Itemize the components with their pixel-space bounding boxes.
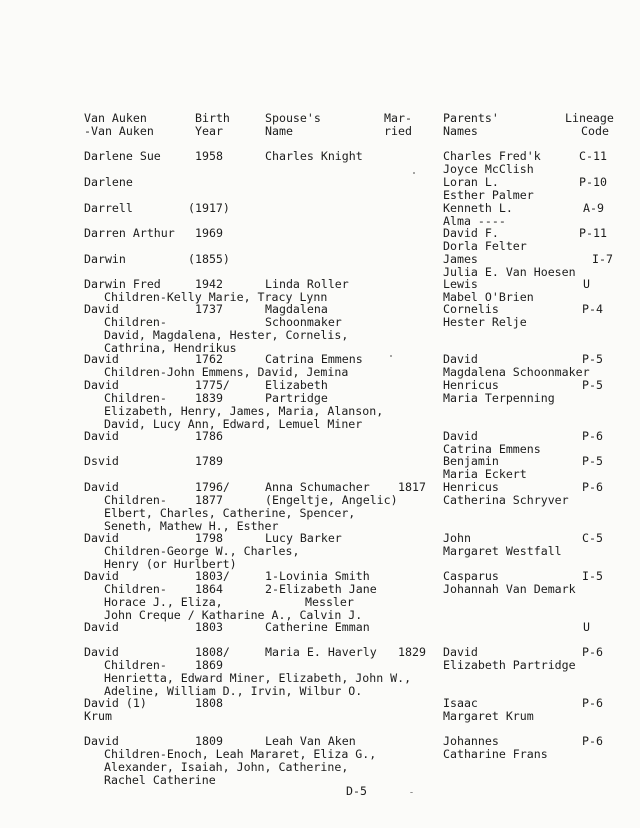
page-number: D-5	[346, 784, 367, 798]
entry-parent-mother: Esther Palmer	[443, 188, 534, 202]
header-married: Mar- ried	[384, 111, 412, 138]
entry-parent-mother: Margaret Westfall	[443, 544, 562, 558]
entry-spouse: Leah Van Aken	[265, 734, 356, 748]
entry-children: Henry (or Hurlbert)	[104, 557, 237, 571]
entry-children-label: Children-	[104, 658, 167, 672]
entry-parent-mother: Hester Relje	[443, 315, 527, 329]
entry-year: (1855)	[188, 252, 230, 266]
entry-parent-mother: Catherina Schryver	[443, 493, 569, 507]
entry-parent-mother: Alma ----	[443, 214, 506, 228]
entry-name: Darrell	[84, 201, 133, 215]
entry-name: Darlene	[84, 175, 133, 189]
entry-children: Horace J., Eliza,	[104, 595, 223, 609]
entry-parent-mother: Elizabeth Partridge	[443, 658, 576, 672]
entry-year: 1809	[195, 734, 223, 748]
entry-parent-father: Johannes	[443, 734, 499, 748]
entry-parent-father: Henricus	[443, 480, 499, 494]
entry-parent-father: Loran L.	[443, 175, 499, 189]
entry-death-year: 1864	[195, 582, 223, 596]
entry-parent-father: David	[443, 352, 478, 366]
entry-year: 1786	[195, 429, 223, 443]
entry-parent-mother: Magdalena Schoonmaker	[443, 365, 590, 379]
entry-year: 1808/	[195, 645, 230, 659]
entry-spouse: Maria E. Haverly	[265, 645, 377, 659]
scan-speck	[410, 792, 413, 793]
entry-parent-mother: Dorla Felter	[443, 239, 527, 253]
entry-name: Darwin	[84, 252, 126, 266]
entry-year: 1958	[195, 149, 223, 163]
entry-children: Children-John Emmens, David, Jemina	[104, 365, 349, 379]
entry-parent-father: Charles Fred'k	[443, 149, 541, 163]
entry-death-year: 1839	[195, 391, 223, 405]
entry-parent-mother: Joyce McClish	[443, 162, 534, 176]
entry-code: U	[583, 277, 590, 291]
entry-parent-father: Casparus	[443, 569, 499, 583]
entry-children: Elbert, Charles, Catherine, Spencer,	[104, 506, 356, 520]
entry-code: P-4	[582, 302, 603, 316]
entry-parent-father: Henricus	[443, 378, 499, 392]
entry-code: P-6	[582, 696, 603, 710]
entry-name: David	[84, 429, 119, 443]
entry-children: Children-Enoch, Leah Mararet, Eliza G.,	[104, 747, 377, 761]
header-spouse-name: Spouse's Name	[265, 111, 321, 138]
entry-married: 1817	[398, 480, 426, 494]
entry-parent-father: Lewis	[443, 277, 478, 291]
entry-name: David	[84, 620, 119, 634]
entry-spouse-continued: Messler	[305, 595, 354, 609]
entry-parent-father: James	[443, 252, 478, 266]
entry-parent-mother: Maria Eckert	[443, 467, 527, 481]
entry-parent-father: Cornelis	[443, 302, 499, 316]
entry-spouse: Anna Schumacher	[265, 480, 370, 494]
entry-parent-mother: Johannah Van Demark	[443, 582, 576, 596]
entry-year: 1762	[195, 352, 223, 366]
header-lineage-code: Lineage Code	[565, 111, 614, 138]
entry-name: David	[84, 645, 119, 659]
entry-spouse: Catherine Emman	[265, 620, 370, 634]
entry-spouse-continued: Partridge	[265, 391, 328, 405]
entry-parent-mother: Margaret Krum	[443, 709, 534, 723]
entry-code: A-9	[583, 201, 604, 215]
entry-spouse: Linda Roller	[265, 277, 349, 291]
entry-children: Elizabeth, Henry, James, Maria, Alanson,	[104, 404, 384, 418]
entry-spouse: Charles Knight	[265, 149, 363, 163]
header-parents-names: Parents' Names	[443, 111, 499, 138]
entry-children: Alexander, Isaiah, John, Catherine,	[104, 760, 349, 774]
entry-children-label: Children-	[104, 493, 167, 507]
entry-code: P-6	[582, 429, 603, 443]
entry-year: 1796/	[195, 480, 230, 494]
entry-children: John Creque / Katharine A., Calvin J.	[104, 608, 363, 622]
entry-year: 1775/	[195, 378, 230, 392]
entry-code: C-11	[579, 149, 607, 163]
entry-year: (1917)	[188, 201, 230, 215]
entry-name: David	[84, 569, 119, 583]
entry-code: P-11	[579, 226, 607, 240]
entry-spouse: Lucy Barker	[265, 531, 342, 545]
entry-spouse: Catrina Emmens	[265, 352, 363, 366]
header-birth-year: Birth Year	[195, 111, 230, 138]
entry-children: Henrietta, Edward Miner, Elizabeth, John W.,	[104, 671, 412, 685]
entry-year: 1737	[195, 302, 223, 316]
entry-children: Cathrina, Hendrikus	[104, 341, 237, 355]
entry-code: C-5	[582, 531, 603, 545]
entry-name: Darwin Fred	[84, 277, 161, 291]
entry-name: David	[84, 352, 119, 366]
entry-name: Darlene Sue	[84, 149, 161, 163]
entry-children-label: Children-	[104, 391, 167, 405]
entry-parent-father: Benjamin	[443, 454, 499, 468]
entry-children-label: Children-	[104, 582, 167, 596]
entry-parent-father: John	[443, 531, 471, 545]
entry-name-continued: Krum	[84, 709, 112, 723]
entry-parent-father: Isaac	[443, 696, 478, 710]
entry-code: P-5	[582, 378, 603, 392]
entry-year: 1803	[195, 620, 223, 634]
entry-death-year: 1877	[195, 493, 223, 507]
entry-spouse-continued: (Engeltje, Angelic)	[265, 493, 398, 507]
entry-children-label: Children-	[104, 315, 167, 329]
entry-children: Children-George W., Charles,	[104, 544, 300, 558]
entry-name: Darren Arthur	[84, 226, 175, 240]
entry-death-year: 1869	[195, 658, 223, 672]
entry-name: Dsvid	[84, 454, 119, 468]
entry-parent-mother: Catrina Emmens	[443, 442, 541, 456]
entry-name: David	[84, 734, 119, 748]
entry-spouse-continued: Schoonmaker	[265, 315, 342, 329]
entry-code: P-5	[582, 352, 603, 366]
entry-code: U	[583, 620, 590, 634]
header-van-auken: Van Auken -Van Auken	[84, 111, 154, 138]
entry-code: P-6	[582, 734, 603, 748]
entry-children: Rachel Catherine	[104, 773, 216, 787]
entry-code: P-6	[582, 645, 603, 659]
entry-parent-mother: Julia E. Van Hoesen	[443, 265, 576, 279]
entry-children: Seneth, Mathew H., Esther	[104, 519, 279, 533]
entry-married: 1829	[398, 645, 426, 659]
scan-speck	[413, 172, 415, 174]
entry-spouse: Magdalena	[265, 302, 328, 316]
entry-code: I-7	[592, 252, 613, 266]
entry-parent-mother: Mabel O'Brien	[443, 290, 534, 304]
entry-name: David (1)	[84, 696, 147, 710]
entry-children: David, Magdalena, Hester, Cornelis,	[104, 328, 349, 342]
entry-name: David	[84, 480, 119, 494]
entry-code: P-6	[582, 480, 603, 494]
entry-spouse: Elizabeth	[265, 378, 328, 392]
entry-children: Adeline, William D., Irvin, Wilbur O.	[104, 684, 363, 698]
entry-year: 1808	[195, 696, 223, 710]
entry-code: P-5	[582, 454, 603, 468]
entry-spouse: 1-Lovinia Smith	[265, 569, 370, 583]
entry-year: 1798	[195, 531, 223, 545]
entry-parent-mother: Catharine Frans	[443, 747, 548, 761]
entry-name: David	[84, 378, 119, 392]
entry-name: David	[84, 302, 119, 316]
entry-parent-father: David F.	[443, 226, 499, 240]
entry-spouse-second: 2-Elizabeth Jane	[265, 582, 377, 596]
entry-parent-father: David	[443, 429, 478, 443]
entry-children: David, Lucy Ann, Edward, Lemuel Miner	[104, 417, 363, 431]
entry-parent-mother: Maria Terpenning	[443, 391, 555, 405]
scan-speck	[390, 355, 392, 357]
entry-year: 1942	[195, 277, 223, 291]
entry-year: 1969	[195, 226, 223, 240]
entry-code: P-10	[579, 175, 607, 189]
entry-name: David	[84, 531, 119, 545]
entry-children: Children-Kelly Marie, Tracy Lynn	[104, 290, 328, 304]
entry-year: 1789	[195, 454, 223, 468]
entry-parent-father: David	[443, 645, 478, 659]
entry-parent-father: Kenneth L.	[443, 201, 513, 215]
entry-code: I-5	[582, 569, 603, 583]
entry-year: 1803/	[195, 569, 230, 583]
